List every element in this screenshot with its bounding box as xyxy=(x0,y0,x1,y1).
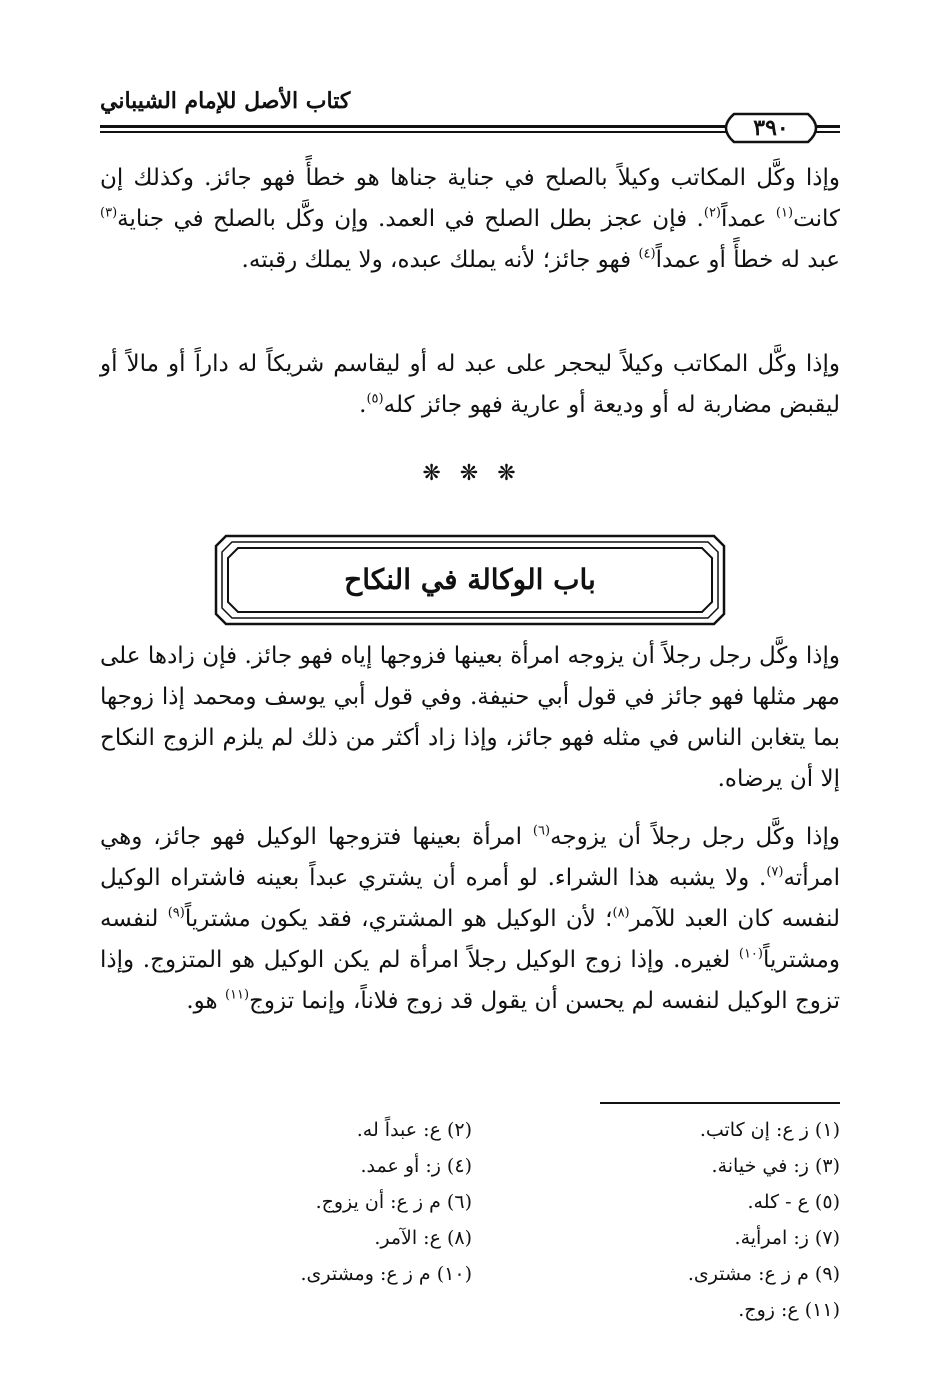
footnote-ref: (٧) xyxy=(766,864,784,880)
footnote: (٥) ع - كله. xyxy=(747,1191,840,1213)
text-run: وإذا وكَّل المكاتب وكيلاً بالصلح في جناية جناها هو خطأً فهو جائز. وكذلك إن كانت xyxy=(100,165,841,232)
paragraph-1 xyxy=(100,158,840,281)
text-run: فهو جائز؛ لأنه يملك عبده، ولا يملك رقبته. xyxy=(241,247,639,273)
footnote: (١١) ع: زوج. xyxy=(738,1299,840,1321)
footnote-ref: (٩) xyxy=(167,905,185,921)
footnote-ref: (١١) xyxy=(224,987,250,1003)
footnotes-right-column xyxy=(460,1112,840,1328)
running-header-title: كتاب الأصل للإمام الشيباني xyxy=(100,88,351,114)
footnote-separator xyxy=(600,1102,840,1104)
page-number: ٣٩٠ xyxy=(753,115,789,141)
text-run: هو. xyxy=(186,988,225,1014)
text-run: وإذا وكَّل رجل رجلاً أن يزوجه امرأة بعينها فزوجها إياه فهو جائز. فإن زادها على مهر مثلها فهو جائز في قول أبي حنيفة. وفي قول أبي يوسف ومحمد إذا زوجها بما يتغابن الناس في مثله فهو جائز، وإذا زاد أكثر من ذلك لم يلزم الزوج النكاح إلا أن يرضاه. xyxy=(100,643,840,792)
footnote: (١٠) م ز ع: ومشترى. xyxy=(300,1263,472,1285)
text-run: ؛ لأن الوكيل هو المشتري، فقد يكون مشترياً xyxy=(184,906,613,932)
text-run: وإذا وكَّل رجل رجلاً أن يزوجه xyxy=(550,824,840,850)
footnote: (٤) ز: أو عمد. xyxy=(360,1155,472,1177)
text-run: امرأة بعينها فتزوجها الوكيل فهو جائز، وهي امرأته xyxy=(100,824,840,891)
footnote: (٢) ع: عبداً له. xyxy=(356,1119,472,1141)
text-run: لنفسه ومشترياً xyxy=(100,906,840,973)
footnote: (٦) م ز ع: أن يزوج. xyxy=(315,1191,472,1213)
footnote: (٨) ع: الآمر. xyxy=(374,1227,472,1249)
footnote-ref: (٣) xyxy=(100,205,118,221)
footnote: (٧) ز: امرأية. xyxy=(734,1227,840,1249)
text-run: وإذا وكَّل المكاتب وكيلاً ليحجر على عبد له أو ليقاسم شريكاً له داراً أو مالاً أو ليقبض مضاربة له أو وديعة أو عارية فهو جائز كله xyxy=(100,351,840,418)
footnotes-left-column xyxy=(100,1112,472,1292)
text-run: عمداً xyxy=(721,206,776,232)
paragraph-2 xyxy=(100,344,840,426)
text-run: . xyxy=(359,392,367,418)
text-run: لغيره. وإذا زوج الوكيل رجلاً امرأة لم يكن الوكيل هو المتزوج. وإذا تزوج الوكيل لنفسه لم يحسن أن يقول قد زوج فلاناً، وإنما تزوج xyxy=(100,947,840,1014)
footnote-ref: (٢) xyxy=(703,205,721,221)
section-divider-stars: ❋ ❋ ❋ xyxy=(422,461,522,486)
paragraph-4 xyxy=(100,817,840,1022)
footnote: (٩) م ز ع: مشترى. xyxy=(687,1263,840,1285)
text-run: . فإن عجز بطل الصلح في العمد. وإن وكَّل بالصلح في جناية xyxy=(117,206,704,232)
text-run: . ولا يشبه هذا الشراء. لو أمره أن يشتري عبداً بعينه فاشتراه الوكيل لنفسه كان العبد للآمر xyxy=(100,865,840,932)
footnote-ref: (٨) xyxy=(612,905,630,921)
paragraph-3 xyxy=(100,636,840,800)
footnote-ref: (١) xyxy=(775,205,794,221)
footnote-ref: (١٠) xyxy=(738,946,763,962)
text-run: عبد له خطأً أو عمداً xyxy=(655,247,840,273)
footnote-ref: (٥) xyxy=(366,391,384,407)
chapter-title: باب الوكالة في النكاح xyxy=(344,563,596,596)
footnote-ref: (٦) xyxy=(532,823,551,839)
footnote: (١) ز ع: إن كاتب. xyxy=(699,1119,840,1141)
footnote: (٣) ز: في خيانة. xyxy=(711,1155,840,1177)
footnote-ref: (٤) xyxy=(638,246,656,262)
